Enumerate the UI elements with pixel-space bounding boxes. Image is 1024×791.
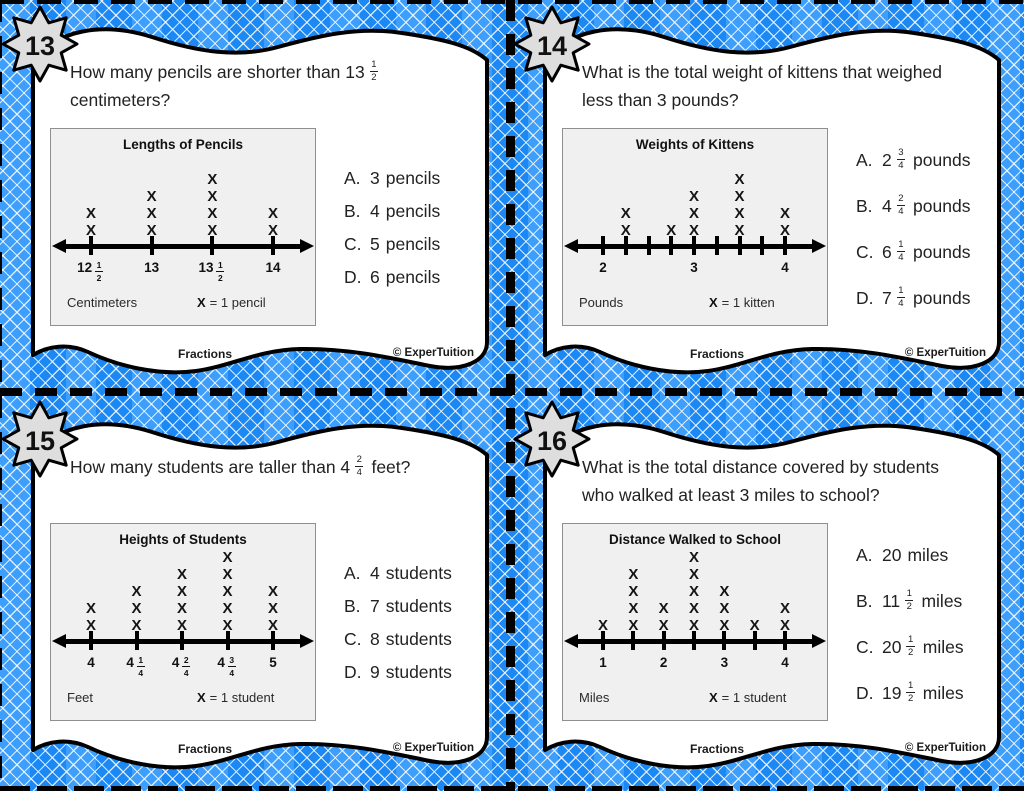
- tick-label: [660, 260, 728, 275]
- answer-unit: miles: [907, 544, 949, 565]
- axis-unit-label: Miles: [579, 690, 610, 705]
- x-marker: X: [146, 205, 157, 222]
- answer-value: 9: [370, 661, 380, 682]
- tick-label-number: 12: [77, 260, 93, 275]
- x-marker: X: [688, 222, 699, 239]
- x-marker: X: [267, 600, 278, 617]
- x-marker: X: [222, 583, 233, 600]
- question-segment: What is the total weight of kittens that weighed: [582, 61, 942, 82]
- x-marker: X: [131, 583, 142, 600]
- fraction-denominator: 4: [138, 667, 144, 678]
- fraction-numerator: 1: [898, 238, 904, 250]
- plot-panel: [562, 523, 828, 721]
- x-marker: X: [267, 583, 278, 600]
- plot-key: [197, 295, 266, 310]
- tick-label-number: 4: [171, 655, 180, 670]
- answer-value: 6: [882, 241, 892, 262]
- x-marker: X: [734, 222, 745, 239]
- answer-row: [856, 146, 970, 174]
- question-text: [582, 453, 939, 509]
- x-marker: X: [688, 188, 699, 205]
- answer-value: 5: [370, 233, 380, 254]
- x-marker: X: [688, 583, 699, 600]
- x-marker: X: [85, 617, 96, 634]
- task-card-13: [0, 0, 512, 396]
- question-line: [582, 58, 942, 86]
- answer-row: [344, 234, 440, 254]
- fraction: [228, 656, 236, 677]
- answer-row: [344, 563, 452, 583]
- question-text: [70, 58, 380, 114]
- x-marker: X: [779, 205, 790, 222]
- answer-unit: pounds: [913, 149, 971, 170]
- task-card-14: [512, 0, 1024, 396]
- tick-label: [178, 260, 246, 281]
- x-marker: X: [688, 600, 699, 617]
- number-line-arrow-left-icon: [564, 239, 578, 253]
- fraction: [355, 455, 363, 478]
- x-marker: X: [666, 222, 677, 239]
- question-line: [70, 58, 380, 86]
- question-text: [582, 58, 942, 114]
- answer-unit: pencils: [385, 233, 441, 254]
- plot-title: Lengths of Pencils: [122, 137, 244, 152]
- answer-value: 7: [882, 287, 892, 308]
- footer-copyright: © ExperTuition: [392, 742, 474, 754]
- tick-label-number: 2: [659, 655, 668, 670]
- fraction-numerator: 3: [898, 146, 904, 158]
- card-number: 14: [536, 31, 568, 61]
- fraction: [897, 148, 905, 171]
- x-marker-stack: [214, 549, 242, 634]
- tick-label: [57, 260, 125, 281]
- answer-unit: pounds: [913, 241, 971, 262]
- answer-value: 11: [882, 590, 901, 611]
- x-marker: X: [176, 600, 187, 617]
- card-number: 16: [536, 426, 568, 456]
- question-segment: centimeters?: [70, 89, 171, 110]
- axis-unit-label: Centimeters: [67, 295, 138, 310]
- footer-copyright: © ExperTuition: [904, 742, 986, 754]
- fraction-numerator: 1: [898, 284, 904, 296]
- answer-letter: A.: [344, 562, 361, 583]
- answer-letter: B.: [856, 195, 873, 216]
- answer-unit: pounds: [913, 195, 971, 216]
- tick-label-number: 2: [599, 260, 607, 275]
- axis-unit-label: Feet: [67, 690, 94, 705]
- x-marker: X: [146, 188, 157, 205]
- question-segment: How many students are taller than 4: [70, 456, 351, 477]
- footer-copyright: © ExperTuition: [392, 347, 474, 359]
- fraction-numerator: 1: [907, 679, 914, 691]
- answer-row: [856, 284, 970, 312]
- answer-row: [856, 587, 964, 615]
- number-line-arrow-right-icon: [300, 239, 314, 253]
- answer-letter: D.: [856, 682, 874, 703]
- answer-unit: pencils: [385, 266, 441, 287]
- tick-label: [690, 655, 758, 670]
- x-marker: X: [85, 600, 96, 617]
- answer-letter: D.: [344, 266, 362, 287]
- answer-row: [344, 662, 452, 682]
- footer-category: Fractions: [177, 742, 232, 756]
- answer-letter: A.: [856, 544, 873, 565]
- answer-value: 2: [882, 149, 892, 170]
- answer-value: 6: [370, 266, 380, 287]
- answer-list: [856, 541, 964, 725]
- cut-line-horizontal: [0, 388, 1024, 396]
- fraction-numerator: 1: [907, 633, 914, 645]
- x-marker-stack: [612, 205, 640, 239]
- answer-list: [344, 563, 452, 695]
- x-marker: X: [658, 600, 669, 617]
- fraction-denominator: 4: [356, 467, 362, 478]
- tick-mark: [715, 236, 719, 255]
- fraction-denominator: 2: [906, 601, 912, 612]
- x-marker-stack: [123, 583, 151, 634]
- tick-label-number: 5: [269, 655, 277, 670]
- x-marker: X: [734, 205, 745, 222]
- answer-letter: C.: [856, 241, 874, 262]
- fraction-numerator: 1: [96, 260, 102, 270]
- x-marker: X: [628, 600, 639, 617]
- fraction-denominator: 2: [96, 272, 102, 283]
- tick-label-number: 3: [720, 655, 729, 670]
- x-marker: X: [734, 188, 745, 205]
- fraction-numerator: 2: [898, 192, 904, 204]
- answer-row: [344, 168, 440, 188]
- x-marker-stack: [198, 171, 226, 239]
- fraction: [906, 635, 914, 658]
- question-segment: feet?: [371, 456, 411, 477]
- x-marker: X: [85, 222, 96, 239]
- fraction: [137, 656, 145, 677]
- fraction-numerator: 2: [183, 655, 189, 665]
- answer-value: 20: [882, 544, 902, 565]
- task-card-16: [512, 395, 1024, 791]
- fraction-denominator: 2: [907, 693, 914, 704]
- x-marker: X: [222, 549, 233, 566]
- plot-key: [709, 295, 775, 310]
- x-marker: X: [734, 171, 745, 188]
- answer-letter: D.: [344, 661, 362, 682]
- question-segment: What is the total distance covered by students: [582, 456, 939, 477]
- fraction-denominator: 4: [898, 206, 904, 217]
- plot-key-text: = 1 kitten: [721, 295, 775, 310]
- answer-value: 19: [882, 682, 902, 703]
- fraction: [182, 656, 190, 677]
- fraction-denominator: 4: [898, 298, 904, 309]
- fraction-denominator: 4: [183, 667, 189, 678]
- x-marker-stack: [77, 205, 105, 239]
- fraction: [897, 194, 905, 217]
- x-marker: X: [222, 617, 233, 634]
- x-marker-stack: [680, 549, 708, 634]
- x-marker: X: [658, 617, 669, 634]
- x-marker: X: [85, 205, 96, 222]
- number-line-arrow-right-icon: [300, 634, 314, 648]
- answer-value: 20: [882, 636, 902, 657]
- answer-row: [856, 238, 970, 266]
- answer-value: 3: [370, 167, 380, 188]
- x-marker-stack: [589, 617, 617, 634]
- fraction-denominator: 4: [229, 667, 235, 678]
- x-marker: X: [620, 205, 631, 222]
- fraction-numerator: 1: [217, 260, 223, 270]
- x-marker-stack: [259, 205, 287, 239]
- footer-category: Fractions: [177, 347, 232, 361]
- answer-unit: miles: [921, 590, 963, 611]
- x-marker-stack: [168, 566, 196, 634]
- answer-unit: students: [385, 661, 452, 682]
- x-marker: X: [176, 566, 187, 583]
- x-marker: X: [628, 617, 639, 634]
- answer-letter: C.: [344, 628, 362, 649]
- answer-unit: students: [385, 628, 452, 649]
- fraction: [897, 240, 905, 263]
- number-line-arrow-left-icon: [52, 239, 66, 253]
- plot-panel: [562, 128, 828, 326]
- axis-unit-label: Pounds: [579, 295, 624, 310]
- question-segment: How many pencils are shorter than 13: [70, 61, 365, 82]
- tick-mark: [760, 236, 764, 255]
- answer-letter: B.: [344, 595, 361, 616]
- question-segment: less than 3 pounds?: [582, 89, 739, 110]
- tick-label: [239, 655, 307, 670]
- number-line-arrow-right-icon: [812, 239, 826, 253]
- fraction-denominator: 2: [217, 272, 223, 283]
- tick-label-number: 13: [198, 260, 214, 275]
- tick-label-number: 13: [144, 260, 160, 275]
- plot-title: Distance Walked to School: [608, 532, 782, 547]
- answer-value: 4: [882, 195, 892, 216]
- answer-row: [344, 629, 452, 649]
- answer-row: [344, 596, 452, 616]
- tick-label-number: 4: [87, 655, 95, 670]
- plot-key-text: = 1 pencil: [209, 295, 266, 310]
- fraction-numerator: 1: [371, 58, 377, 70]
- plot-key-symbol: X: [197, 690, 206, 705]
- answer-row: [344, 201, 440, 221]
- x-marker-stack: [259, 583, 287, 634]
- x-marker: X: [267, 205, 278, 222]
- fraction: [906, 681, 914, 704]
- answer-unit: pounds: [913, 287, 971, 308]
- question-segment: who walked at least 3 miles to school?: [582, 484, 880, 505]
- fraction-numerator: 2: [356, 453, 362, 465]
- x-marker: X: [779, 617, 790, 634]
- x-marker: X: [719, 583, 730, 600]
- plot-key: [709, 690, 786, 705]
- tick-label: [751, 260, 819, 275]
- fraction-denominator: 2: [907, 647, 914, 658]
- x-marker-stack: [680, 188, 708, 239]
- answer-unit: students: [385, 595, 452, 616]
- plot-panel: [50, 128, 316, 326]
- x-marker: X: [779, 600, 790, 617]
- question-text: [70, 453, 410, 481]
- answer-row: [856, 192, 970, 220]
- tick-label: [569, 655, 637, 670]
- task-card-15: [0, 395, 512, 791]
- x-marker: X: [131, 617, 142, 634]
- fraction: [216, 261, 224, 282]
- plot-title: Weights of Kittens: [635, 137, 755, 152]
- tick-label-number: 3: [690, 260, 698, 275]
- answer-value: 4: [370, 200, 380, 221]
- x-marker: X: [688, 549, 699, 566]
- fraction-numerator: 3: [229, 655, 235, 665]
- fraction-denominator: 2: [371, 72, 377, 83]
- x-marker: X: [131, 600, 142, 617]
- answer-unit: students: [385, 562, 452, 583]
- tick-label-number: 4: [217, 655, 225, 670]
- x-marker-stack: [771, 600, 799, 634]
- fraction-numerator: 1: [138, 655, 144, 665]
- answer-row: [856, 541, 964, 569]
- x-marker: X: [207, 188, 218, 205]
- card-number: 13: [24, 31, 56, 61]
- x-marker: X: [688, 617, 699, 634]
- x-marker-stack: [726, 171, 754, 239]
- answer-value: 8: [370, 628, 380, 649]
- tick-label-number: 14: [265, 260, 281, 275]
- x-marker: X: [620, 222, 631, 239]
- plot-panel: [50, 523, 316, 721]
- answer-letter: C.: [856, 636, 874, 657]
- answer-row: [344, 267, 440, 287]
- answer-unit: pencils: [385, 200, 441, 221]
- plot-key-symbol: X: [709, 295, 718, 310]
- question-line: [70, 86, 380, 114]
- answer-row: [856, 679, 964, 707]
- fraction: [905, 589, 913, 612]
- x-marker-stack: [771, 205, 799, 239]
- answer-letter: B.: [856, 590, 873, 611]
- x-marker-stack: [710, 583, 738, 634]
- fraction: [897, 286, 905, 309]
- fraction-denominator: 4: [898, 252, 904, 263]
- x-marker: X: [146, 222, 157, 239]
- answer-value: 7: [370, 595, 380, 616]
- plot-title: Heights of Students: [119, 532, 247, 547]
- answer-letter: B.: [344, 200, 361, 221]
- x-marker: X: [207, 171, 218, 188]
- tick-label-number: 4: [781, 260, 789, 275]
- footer-copyright: © ExperTuition: [904, 347, 986, 359]
- answer-unit: miles: [922, 682, 964, 703]
- plot-key-text: = 1 student: [721, 690, 787, 705]
- answer-letter: D.: [856, 287, 874, 308]
- answer-letter: C.: [344, 233, 362, 254]
- answer-letter: A.: [344, 167, 361, 188]
- x-marker: X: [628, 583, 639, 600]
- tick-label: [569, 260, 637, 275]
- question-line: [582, 481, 939, 509]
- tick-mark: [647, 236, 651, 255]
- fraction: [95, 261, 103, 282]
- x-marker: X: [719, 617, 730, 634]
- question-line: [70, 453, 410, 481]
- x-marker: X: [719, 600, 730, 617]
- tick-label: [630, 655, 698, 670]
- footer-category: Fractions: [689, 742, 744, 756]
- x-marker-stack: [650, 600, 678, 634]
- answer-value: 4: [370, 562, 380, 583]
- x-marker: X: [222, 566, 233, 583]
- x-marker-stack: [77, 600, 105, 634]
- x-marker: X: [176, 583, 187, 600]
- tick-label-number: 4: [126, 655, 134, 670]
- plot-key-symbol: X: [197, 295, 206, 310]
- x-marker: X: [688, 205, 699, 222]
- fraction: [370, 60, 378, 83]
- answer-list: [344, 168, 440, 300]
- x-marker: X: [176, 617, 187, 634]
- answer-row: [856, 633, 964, 661]
- question-line: [582, 86, 942, 114]
- tick-label-number: 4: [781, 655, 789, 670]
- footer-category: Fractions: [689, 347, 744, 361]
- answer-list: [856, 146, 970, 330]
- card-number: 15: [24, 426, 56, 456]
- x-marker: X: [688, 566, 699, 583]
- x-marker: X: [207, 205, 218, 222]
- x-marker: X: [628, 566, 639, 583]
- question-line: [582, 453, 939, 481]
- x-marker: X: [749, 617, 760, 634]
- answer-unit: miles: [922, 636, 964, 657]
- number-line: [61, 244, 305, 249]
- x-marker-stack: [619, 566, 647, 634]
- tick-label: [118, 260, 186, 275]
- x-marker: X: [222, 600, 233, 617]
- plot-key-text: = 1 student: [209, 690, 275, 705]
- plot-key-symbol: X: [709, 690, 718, 705]
- answer-letter: A.: [856, 149, 873, 170]
- x-marker: X: [267, 617, 278, 634]
- fraction-numerator: 1: [906, 587, 912, 599]
- tick-label-number: 1: [599, 655, 607, 670]
- plot-key: [197, 690, 274, 705]
- number-line-arrow-right-icon: [812, 634, 826, 648]
- x-marker-stack: [741, 617, 769, 634]
- number-line-arrow-left-icon: [52, 634, 66, 648]
- answer-unit: pencils: [385, 167, 441, 188]
- fraction-denominator: 4: [898, 160, 904, 171]
- number-line-arrow-left-icon: [564, 634, 578, 648]
- tick-mark: [601, 236, 605, 255]
- x-marker: X: [597, 617, 608, 634]
- x-marker: X: [207, 222, 218, 239]
- tick-label: [751, 655, 819, 670]
- x-marker-stack: [138, 188, 166, 239]
- x-marker: X: [267, 222, 278, 239]
- x-marker: X: [779, 222, 790, 239]
- tick-label: [239, 260, 307, 275]
